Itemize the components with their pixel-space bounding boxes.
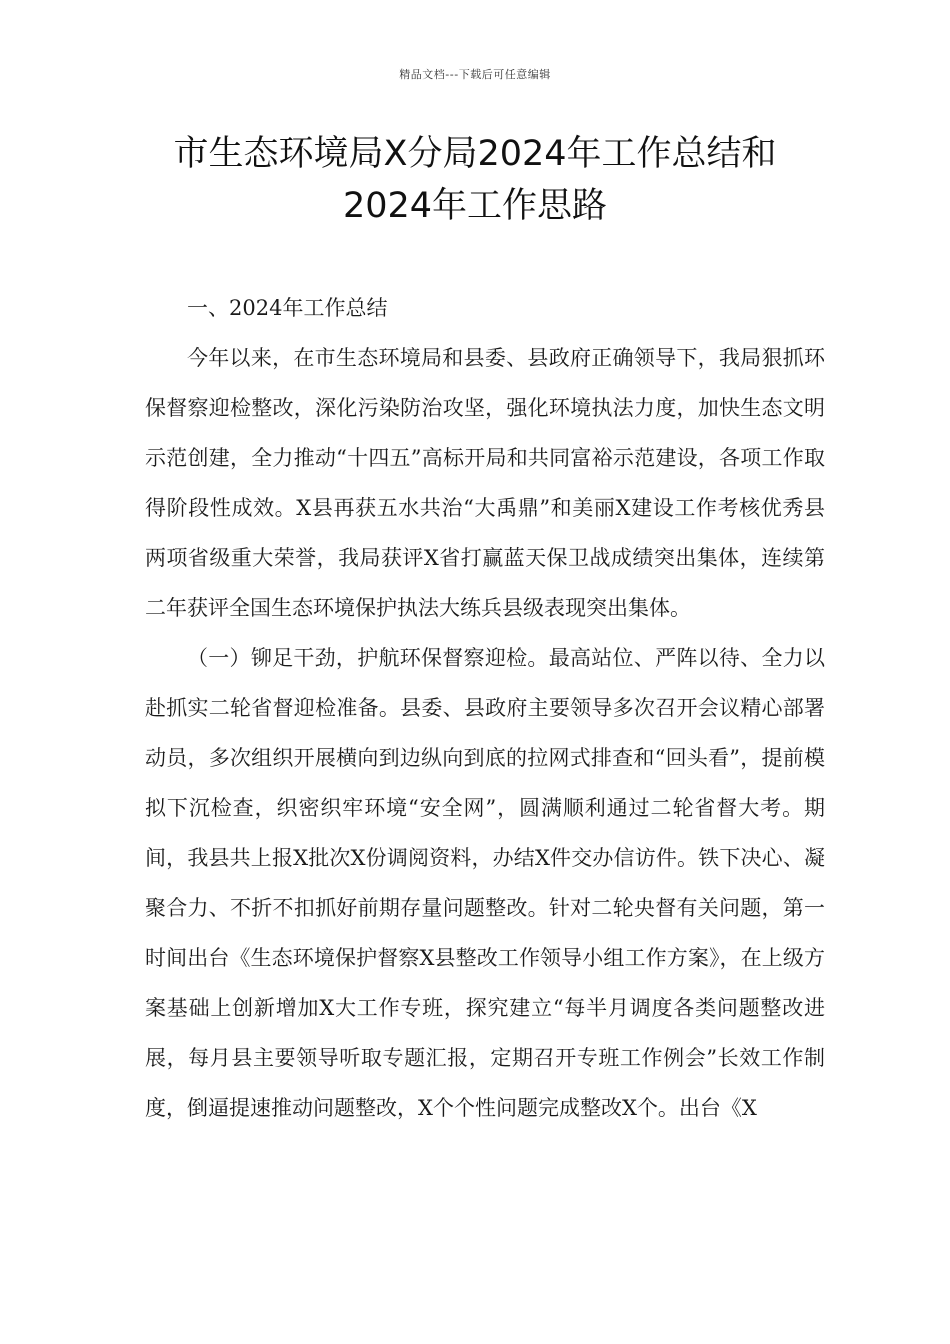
paragraph: 今年以来，在市生态环境局和县委、县政府正确领导下，我局狠抓环保督察迎检整改，深化污染防治攻坚，强化环境执法力度，加快生态文明示范创建，全力推动“十四五”高标开局和共同富裕示范建设，各项工作取得阶段性成效。X县再获五水共治“大禹鼎”和美丽X建设工作考核优秀县两项省级重大荣誉，我局获评X省打赢蓝天保卫战成绩突出集体，连续第二年获评全国生态环境保护执法大练兵县级表现突出集体。 [145, 346, 825, 620]
header-note: 精品文档---下载后可任意编辑 [399, 68, 551, 81]
paragraph: （一）铆足干劲，护航环保督察迎检。最高站位、严阵以待、全力以赴抓实二轮省督迎检准备。县委、县政府主要领导多次召开会议精心部署动员，多次组织开展横向到边纵向到底的拉网式排查和“回头看”，提前模拟下沉检查，织密织牢环境“安全网”，圆满顺利通过二轮省督大考。期间，我县共上报X批次X份调阅资料，办结X件交办信访件。铁下决心、凝聚合力、不折不扣抓好前期存量问题整改。针对二轮央督有关问题，第一时间出台《生态环境保护督察X县整改工作领导小组工作方案》，在上级方案基础上创新增加X大工作专班，探究建立“每半月调度各类问题整改进展，每月县主要领导听取专题汇报，定期召开专班工作例会”长效工作制度，倒逼提速推动问题整改，X个个性问题完成整改X个。出台《X [145, 646, 825, 1120]
section-heading: 一、2024年工作总结 [187, 296, 388, 320]
document-title [60, 128, 890, 232]
title-line-1: 市生态环境局X分局2024年工作总结和 [173, 134, 777, 174]
title-line-2: 2024年工作思路 [342, 186, 608, 226]
document-body [145, 283, 825, 1133]
